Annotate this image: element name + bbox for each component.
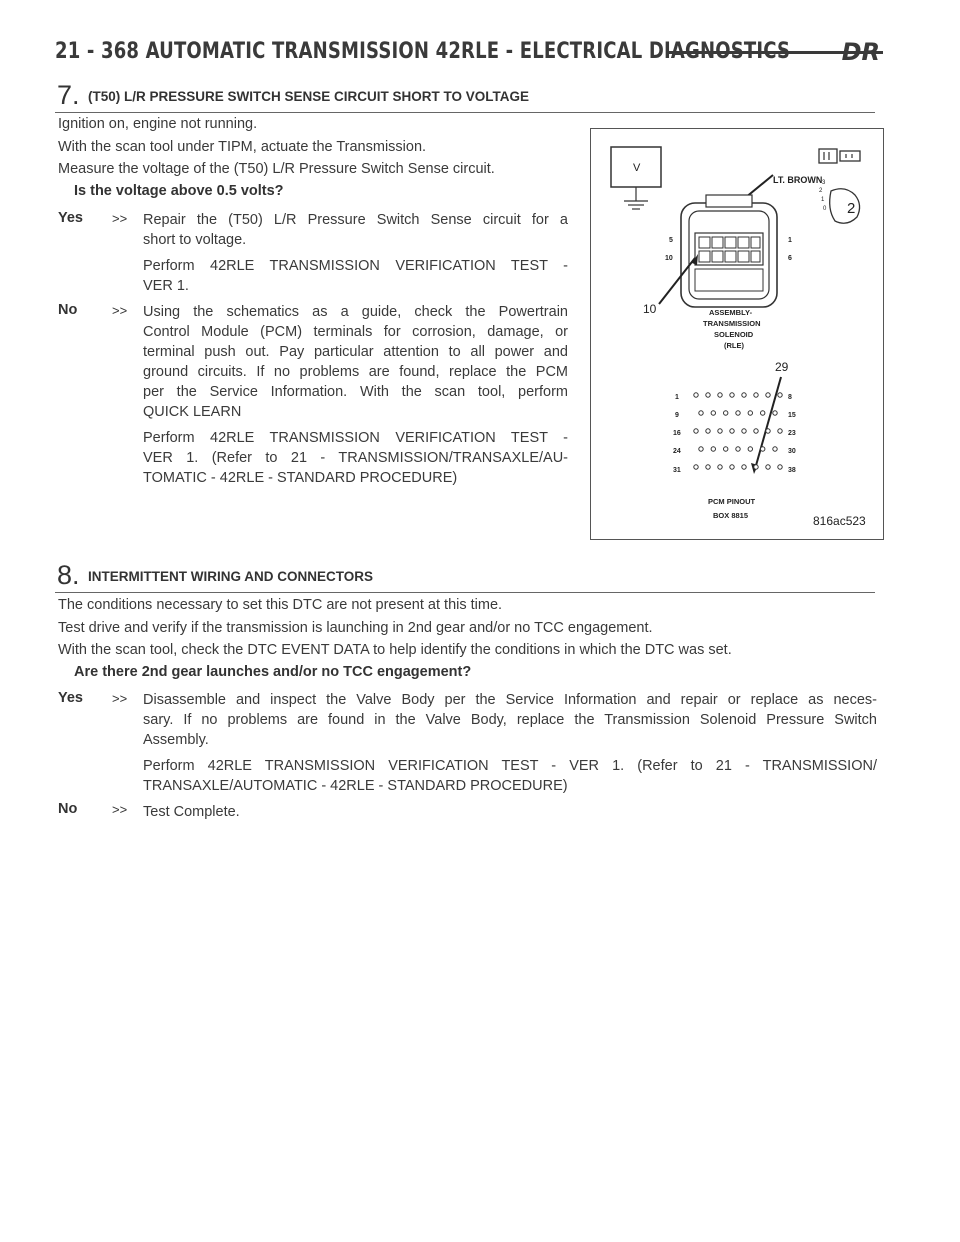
answer-line: VER 1. (Refer to 21 - TRANSMISSION/TRANSAXLE/AU-: [143, 450, 568, 466]
svg-text:SOLENOID: SOLENOID: [714, 330, 754, 339]
pcm-pin: [742, 465, 746, 469]
pcm-pin: [748, 411, 752, 415]
arrow-marker: >>: [112, 211, 128, 226]
answer-line: VER 1.: [143, 278, 189, 294]
pcm-pin: [766, 429, 770, 433]
pcm-pin: [778, 465, 782, 469]
header-title: 21 - 368 AUTOMATIC TRANSMISSION 42RLE - ELECTRICAL DIAGNOSTICS: [55, 39, 791, 64]
answer-line: sary. If no problems are found in the Valve Body, replace the Transmission Solenoid Pressure Switch: [143, 712, 877, 728]
paragraph: Measure the voltage of the (T50) L/R Pressure Switch Sense circuit.: [58, 161, 495, 177]
pcm-pin: [748, 447, 752, 451]
question: Are there 2nd gear launches and/or no TCC engagement?: [74, 664, 472, 680]
pcm-pin: [742, 429, 746, 433]
arrow-marker: >>: [112, 802, 128, 817]
svg-text:30: 30: [788, 448, 796, 455]
svg-text:ASSEMBLY-: ASSEMBLY-: [709, 308, 753, 317]
svg-text:38: 38: [788, 467, 796, 474]
pcm-pin: [742, 393, 746, 397]
answer-line: Perform 42RLE TRANSMISSION VERIFICATION TEST - VER 1. (Refer to 21 - TRANSMISSION/: [143, 758, 877, 774]
step-title: INTERMITTENT WIRING AND CONNECTORS: [88, 569, 373, 584]
pcm-pin: [736, 411, 740, 415]
svg-text:3: 3: [822, 180, 826, 186]
answer-line: Assembly.: [143, 732, 209, 748]
pcm-pin: [761, 411, 765, 415]
answer-line: Disassemble and inspect the Valve Body per the Service Information and repair or replace as neces-: [143, 692, 877, 708]
svg-text:9: 9: [675, 412, 679, 419]
paragraph: The conditions necessary to set this DTC are not present at this time.: [58, 597, 503, 613]
answer-line: TRANSAXLE/AUTOMATIC - 42RLE - STANDARD PROCEDURE): [143, 778, 568, 794]
answer-line: Perform 42RLE TRANSMISSION VERIFICATION TEST -: [143, 258, 568, 274]
wire-label: LT. BROWN: [773, 175, 823, 185]
svg-text:1: 1: [788, 237, 792, 244]
pcm-pin: [730, 465, 734, 469]
pcm-pin: [706, 429, 710, 433]
svg-text:10: 10: [643, 302, 657, 316]
yes-answer: [143, 210, 568, 296]
svg-text:BOX 8815: BOX 8815: [713, 511, 749, 520]
answer-line: terminal push out. Pay particular attention to all power and: [143, 344, 568, 360]
answer-line: Using the schematics as a guide, check the Powertrain: [143, 304, 568, 320]
pcm-pin: [694, 429, 698, 433]
svg-text:24: 24: [673, 448, 681, 455]
pcm-pin: [706, 465, 710, 469]
pcm-pin: [730, 429, 734, 433]
pcm-pin: [766, 465, 770, 469]
step-title: (T50) L/R PRESSURE SWITCH SENSE CIRCUIT SHORT TO VOLTAGE: [88, 89, 530, 104]
pcm-pin: [694, 465, 698, 469]
pcm-pinout-grid: [694, 393, 782, 469]
pcm-pin: [711, 447, 715, 451]
question: Is the voltage above 0.5 volts?: [74, 183, 284, 199]
svg-text:1: 1: [821, 197, 825, 203]
svg-text:10: 10: [665, 255, 673, 262]
svg-text:0: 0: [823, 206, 827, 212]
page-header: [55, 38, 880, 68]
svg-text:(RLE): (RLE): [724, 341, 744, 350]
meter-label: V: [633, 162, 641, 174]
wiring-figure: [590, 128, 884, 540]
pcm-pin: [773, 447, 777, 451]
paragraph: Ignition on, engine not running.: [58, 116, 258, 132]
wiring-diagram: [591, 129, 883, 539]
pcm-pin: [773, 411, 777, 415]
no-label: No: [58, 801, 78, 817]
answer-line: QUICK LEARN: [143, 404, 242, 420]
pcm-pin: [766, 393, 770, 397]
svg-text:6: 6: [788, 255, 792, 262]
answer-line: TOMATIC - 42RLE - STANDARD PROCEDURE): [143, 470, 458, 486]
svg-text:2: 2: [847, 200, 856, 217]
svg-text:TRANSMISSION: TRANSMISSION: [703, 319, 761, 328]
svg-text:5: 5: [669, 237, 673, 244]
header-logo: DR: [841, 38, 880, 66]
pcm-pin: [754, 393, 758, 397]
no-answer: [143, 802, 877, 822]
pcm-pin: [761, 447, 765, 451]
paragraph: With the scan tool, check the DTC EVENT DATA to help identify the conditions in which the DTC was set.: [58, 642, 732, 658]
pcm-pin: [724, 411, 728, 415]
pcm-pin: [694, 393, 698, 397]
answer-line: per the Service Information. With the scan tool, perform: [143, 384, 568, 400]
plug-icon: [819, 180, 860, 223]
svg-text:23: 23: [788, 430, 796, 437]
svg-text:15: 15: [788, 412, 796, 419]
svg-text:8: 8: [788, 394, 792, 401]
svg-text:1: 1: [675, 394, 679, 401]
solenoid-connector: [681, 195, 777, 307]
pcm-pin: [699, 447, 703, 451]
arrow-marker: >>: [112, 691, 128, 706]
svg-text:31: 31: [673, 467, 681, 474]
pcm-pin: [778, 429, 782, 433]
answer-line: Control Module (PCM) terminals for corrosion, damage, or: [143, 324, 568, 340]
svg-text:2: 2: [819, 188, 823, 194]
svg-text:16: 16: [673, 430, 681, 437]
answer-line: Repair the (T50) L/R Pressure Switch Sense circuit for a: [143, 212, 568, 228]
pcm-pin: [711, 411, 715, 415]
figure-id: 816ac523: [813, 514, 866, 528]
pcm-pin: [699, 411, 703, 415]
answer-line: Test Complete.: [143, 804, 240, 820]
pcm-pin: [718, 465, 722, 469]
answer-line: ground circuits. If no problems are found, replace the PCM: [143, 364, 568, 380]
arrow-marker: >>: [112, 303, 128, 318]
pcm-pin: [706, 393, 710, 397]
paragraph: With the scan tool under TIPM, actuate the Transmission.: [58, 139, 427, 155]
step-7-heading: [55, 80, 875, 113]
pcm-pin: [778, 393, 782, 397]
step-number: 8.: [57, 560, 80, 590]
pcm-pin: [730, 393, 734, 397]
no-answer: [143, 302, 568, 488]
answer-line: Perform 42RLE TRANSMISSION VERIFICATION TEST -: [143, 430, 568, 446]
answer-line: short to voltage.: [143, 232, 247, 248]
yes-label: Yes: [58, 690, 83, 706]
svg-text:PCM PINOUT: PCM PINOUT: [708, 497, 756, 506]
pcm-pin-label: 29: [775, 360, 789, 374]
yes-label: Yes: [58, 210, 83, 226]
no-label: No: [58, 302, 78, 318]
pcm-pin: [754, 429, 758, 433]
step-number: 7.: [57, 80, 80, 110]
pcm-pin: [718, 393, 722, 397]
yes-answer: [143, 690, 877, 796]
step-8-heading: [55, 560, 875, 593]
connector-icon: [819, 149, 860, 163]
pcm-pin: [754, 465, 758, 469]
pcm-pin: [724, 447, 728, 451]
pcm-pin: [736, 447, 740, 451]
paragraph: Test drive and verify if the transmission is launching in 2nd gear and/or no TCC engagement.: [58, 620, 653, 636]
pcm-pin: [718, 429, 722, 433]
